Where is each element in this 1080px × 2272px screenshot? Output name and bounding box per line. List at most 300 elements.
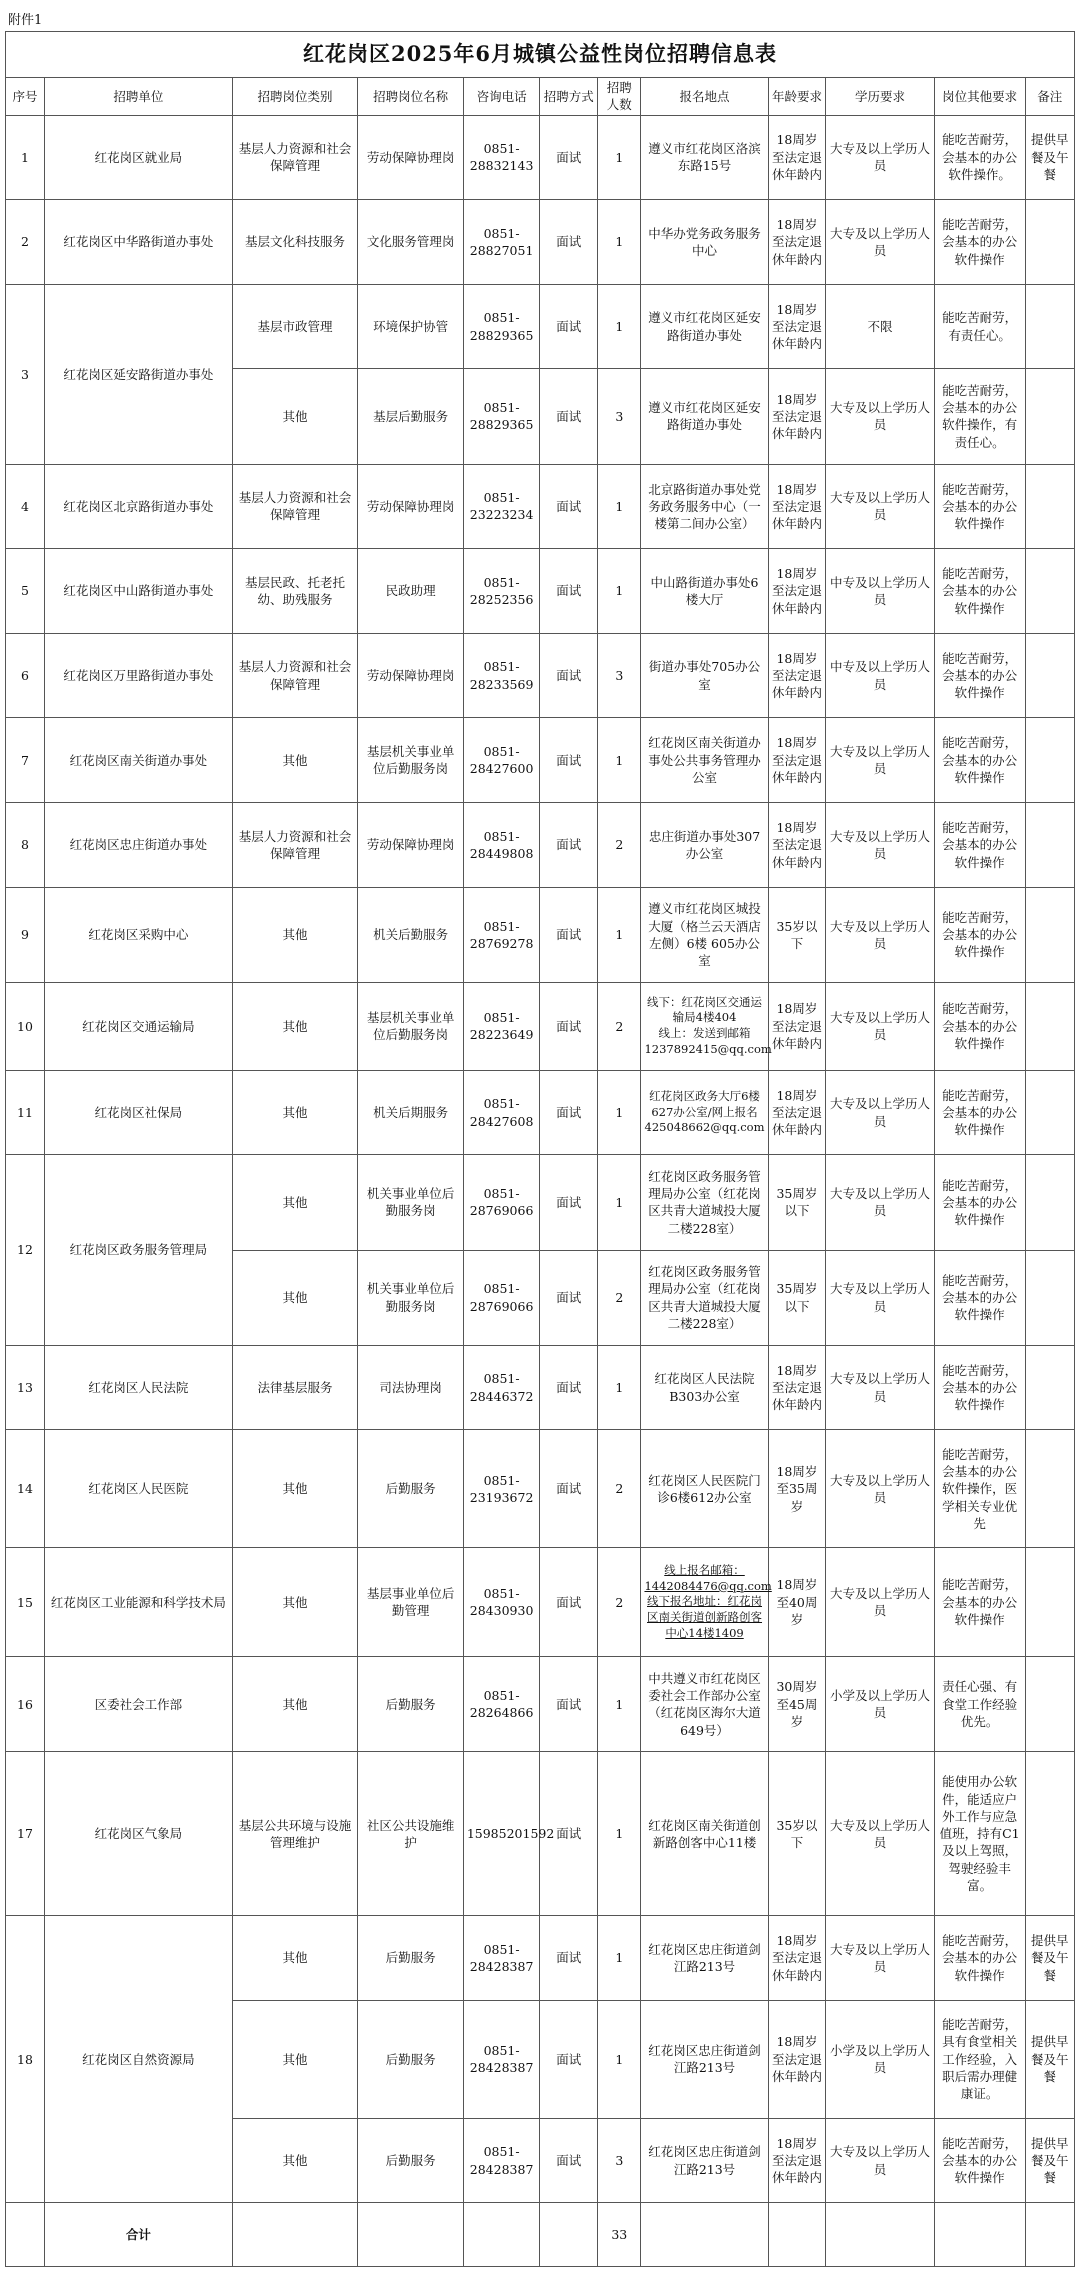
position-name-cell: 基层后勤服务	[358, 369, 463, 464]
other-requirements-cell: 责任心强、有食堂工作经验优先。	[934, 1657, 1025, 1752]
location-cell: 北京路街道办事处党务政务服务中心（一楼第二间办公室）	[641, 464, 768, 549]
headcount-cell: 1	[598, 1070, 641, 1155]
age-cell: 18周岁至法定退休年龄内	[768, 115, 826, 200]
age-cell: 35周岁以下	[768, 1250, 826, 1345]
serial-number-cell: 16	[6, 1657, 45, 1752]
location-cell: 红花岗区人民医院门诊6楼612办公室	[641, 1430, 768, 1548]
education-cell: 大专及以上学历人员	[826, 464, 934, 549]
other-requirements-cell: 能吃苦耐劳，会基本的办公软件操作，医学相关专业优先	[934, 1430, 1025, 1548]
position-name-cell: 劳动保障协理岗	[358, 115, 463, 200]
column-header: 年龄要求	[768, 78, 826, 116]
phone-cell: 0851-23193672	[463, 1430, 540, 1548]
phone-cell: 0851-28769278	[463, 887, 540, 982]
serial-number-cell: 13	[6, 1345, 45, 1430]
location-cell: 遵义市红花岗区洛滨东路15号	[641, 115, 768, 200]
education-cell: 小学及以上学历人员	[826, 1657, 934, 1752]
method-cell: 面试	[540, 1250, 598, 1345]
position-name-cell: 后勤服务	[358, 1657, 463, 1752]
age-cell: 18周岁至法定退休年龄内	[768, 982, 826, 1070]
location-cell: 线上报名邮箱：1442084476@qq.com线下报名地址：红花岗区南关街道创新路创客中心14楼1409	[641, 1548, 768, 1657]
serial-number-cell: 18	[6, 1916, 45, 2203]
other-requirements-cell: 能吃苦耐劳，会基本的办公软件操作	[934, 982, 1025, 1070]
education-cell: 大专及以上学历人员	[826, 1070, 934, 1155]
method-cell: 面试	[540, 115, 598, 200]
method-cell: 面试	[540, 1070, 598, 1155]
table-row	[6, 1155, 1075, 1250]
attachment-label: 附件1	[8, 13, 43, 28]
phone-cell: 0851-28427608	[463, 1070, 540, 1155]
phone-cell: 0851-28449808	[463, 803, 540, 888]
headcount-cell: 1	[598, 1916, 641, 2001]
other-requirements-cell: 能吃苦耐劳，会基本的办公软件操作	[934, 1548, 1025, 1657]
table-row	[6, 1657, 1075, 1752]
position-name-cell: 机关后勤服务	[358, 887, 463, 982]
location-cell: 红花岗区忠庄街道剑江路213号	[641, 2118, 768, 2203]
education-cell: 大专及以上学历人员	[826, 803, 934, 888]
total-empty-cell	[1025, 2203, 1074, 2267]
table-row	[6, 982, 1075, 1070]
education-cell: 大专及以上学历人员	[826, 887, 934, 982]
phone-cell: 0851-28428387	[463, 2118, 540, 2203]
phone-cell: 0851-28769066	[463, 1250, 540, 1345]
recruiting-unit-cell: 红花岗区中山路街道办事处	[44, 549, 232, 634]
category-cell: 其他	[232, 1430, 358, 1548]
headcount-cell: 3	[598, 2118, 641, 2203]
total-empty-cell	[934, 2203, 1025, 2267]
total-label-cell: 合计	[44, 2203, 232, 2267]
position-name-cell: 后勤服务	[358, 2118, 463, 2203]
serial-number-cell: 2	[6, 200, 45, 285]
table-row	[6, 1345, 1075, 1430]
category-cell: 其他	[232, 1916, 358, 2001]
serial-number-cell: 8	[6, 803, 45, 888]
page-title: 红花岗区2025年6月城镇公益性岗位招聘信息表	[6, 32, 1075, 78]
position-name-cell: 机关事业单位后勤服务岗	[358, 1155, 463, 1250]
other-requirements-cell: 能吃苦耐劳，会基本的办公软件操作，有责任心。	[934, 369, 1025, 464]
headcount-cell: 1	[598, 284, 641, 369]
remark-cell	[1025, 1250, 1074, 1345]
position-name-cell: 机关后期服务	[358, 1070, 463, 1155]
headcount-cell: 1	[598, 200, 641, 285]
phone-cell: 0851-28769066	[463, 1155, 540, 1250]
remark-cell	[1025, 982, 1074, 1070]
recruiting-unit-cell: 红花岗区南关街道办事处	[44, 718, 232, 803]
column-header: 招聘方式	[540, 78, 598, 116]
category-cell: 其他	[232, 982, 358, 1070]
table-row	[6, 1752, 1075, 1916]
other-requirements-cell: 能吃苦耐劳，会基本的办公软件操作	[934, 718, 1025, 803]
method-cell: 面试	[540, 633, 598, 718]
age-cell: 18周岁至法定退休年龄内	[768, 1916, 826, 2001]
other-requirements-cell: 能吃苦耐劳，会基本的办公软件操作	[934, 200, 1025, 285]
age-cell: 18周岁至法定退休年龄内	[768, 284, 826, 369]
method-cell: 面试	[540, 1345, 598, 1430]
remark-cell	[1025, 1430, 1074, 1548]
method-cell: 面试	[540, 200, 598, 285]
column-header: 岗位其他要求	[934, 78, 1025, 116]
table-row	[6, 464, 1075, 549]
position-name-cell: 劳动保障协理岗	[358, 464, 463, 549]
recruiting-unit-cell: 红花岗区交通运输局	[44, 982, 232, 1070]
remark-cell	[1025, 1070, 1074, 1155]
method-cell: 面试	[540, 982, 598, 1070]
column-header: 学历要求	[826, 78, 934, 116]
education-cell: 大专及以上学历人员	[826, 1430, 934, 1548]
recruiting-unit-cell: 红花岗区气象局	[44, 1752, 232, 1916]
total-empty-cell	[232, 2203, 358, 2267]
remark-cell: 提供早餐及午餐	[1025, 2000, 1074, 2118]
age-cell: 18周岁至法定退休年龄内	[768, 2118, 826, 2203]
serial-number-cell: 10	[6, 982, 45, 1070]
headcount-cell: 2	[598, 1548, 641, 1657]
method-cell: 面试	[540, 1657, 598, 1752]
phone-cell: 0851-28427600	[463, 718, 540, 803]
header-row	[6, 78, 1075, 116]
category-cell: 基层人力资源和社会保障管理	[232, 464, 358, 549]
total-empty-cell	[6, 2203, 45, 2267]
remark-cell: 提供早餐及午餐	[1025, 2118, 1074, 2203]
remark-cell	[1025, 887, 1074, 982]
education-cell: 大专及以上学历人员	[826, 1345, 934, 1430]
education-cell: 中专及以上学历人员	[826, 549, 934, 634]
age-cell: 18周岁至法定退休年龄内	[768, 369, 826, 464]
education-cell: 大专及以上学历人员	[826, 1155, 934, 1250]
headcount-cell: 1	[598, 718, 641, 803]
education-cell: 大专及以上学历人员	[826, 1916, 934, 2001]
age-cell: 18周岁至法定退休年龄内	[768, 200, 826, 285]
table-row	[6, 284, 1075, 369]
remark-cell	[1025, 803, 1074, 888]
education-cell: 小学及以上学历人员	[826, 2000, 934, 2118]
remark-cell	[1025, 1752, 1074, 1916]
headcount-cell: 1	[598, 464, 641, 549]
position-name-cell: 民政助理	[358, 549, 463, 634]
location-cell: 中共遵义市红花岗区委社会工作部办公室（红花岗区海尔大道649号）	[641, 1657, 768, 1752]
position-name-cell: 机关事业单位后勤服务岗	[358, 1250, 463, 1345]
position-name-cell: 基层机关事业单位后勤服务岗	[358, 982, 463, 1070]
recruiting-unit-cell: 红花岗区延安路街道办事处	[44, 284, 232, 464]
total-empty-cell	[768, 2203, 826, 2267]
position-name-cell: 文化服务管理岗	[358, 200, 463, 285]
remark-cell	[1025, 284, 1074, 369]
category-cell: 其他	[232, 1155, 358, 1250]
age-cell: 18周岁至法定退休年龄内	[768, 718, 826, 803]
other-requirements-cell: 能吃苦耐劳，会基本的办公软件操作	[934, 2118, 1025, 2203]
phone-cell: 0851-28446372	[463, 1345, 540, 1430]
serial-number-cell: 4	[6, 464, 45, 549]
column-header: 备注	[1025, 78, 1074, 116]
category-cell: 基层人力资源和社会保障管理	[232, 115, 358, 200]
recruiting-unit-cell: 红花岗区万里路街道办事处	[44, 633, 232, 718]
headcount-cell: 3	[598, 369, 641, 464]
education-cell: 大专及以上学历人员	[826, 200, 934, 285]
other-requirements-cell: 能使用办公软件，能适应户外工作与应急值班，持有C1及以上驾照，驾驶经验丰富。	[934, 1752, 1025, 1916]
method-cell: 面试	[540, 803, 598, 888]
method-cell: 面试	[540, 1155, 598, 1250]
phone-cell: 0851-28223649	[463, 982, 540, 1070]
serial-number-cell: 3	[6, 284, 45, 464]
location-cell: 忠庄街道办事处307办公室	[641, 803, 768, 888]
headcount-cell: 1	[598, 887, 641, 982]
total-row	[6, 2203, 1075, 2267]
method-cell: 面试	[540, 718, 598, 803]
education-cell: 大专及以上学历人员	[826, 1752, 934, 1916]
phone-cell: 0851-28827051	[463, 200, 540, 285]
location-cell: 红花岗区忠庄街道剑江路213号	[641, 2000, 768, 2118]
other-requirements-cell: 能吃苦耐劳，会基本的办公软件操作	[934, 464, 1025, 549]
method-cell: 面试	[540, 2118, 598, 2203]
location-cell: 遵义市红花岗区城投大厦（格兰云天酒店左侧）6楼 605办公室	[641, 887, 768, 982]
position-name-cell: 社区公共设施维护	[358, 1752, 463, 1916]
location-cell: 红花岗区忠庄街道剑江路213号	[641, 1916, 768, 2001]
column-header: 招聘岗位类别	[232, 78, 358, 116]
position-name-cell: 司法协理岗	[358, 1345, 463, 1430]
remark-cell	[1025, 200, 1074, 285]
location-cell: 中山路街道办事处6楼大厅	[641, 549, 768, 634]
phone-cell: 0851-28264866	[463, 1657, 540, 1752]
table-row	[6, 549, 1075, 634]
column-header: 序号	[6, 78, 45, 116]
location-cell: 红花岗区南关街道办事处公共事务管理办公室	[641, 718, 768, 803]
table-row	[6, 887, 1075, 982]
location-cell: 红花岗区政务服务管理局办公室（红花岗区共青大道城投大厦二楼228室）	[641, 1155, 768, 1250]
method-cell: 面试	[540, 2000, 598, 2118]
headcount-cell: 1	[598, 2000, 641, 2118]
serial-number-cell: 5	[6, 549, 45, 634]
headcount-cell: 2	[598, 803, 641, 888]
headcount-cell: 1	[598, 549, 641, 634]
other-requirements-cell: 能吃苦耐劳，会基本的办公软件操作	[934, 549, 1025, 634]
other-requirements-cell: 能吃苦耐劳，会基本的办公软件操作	[934, 1070, 1025, 1155]
phone-cell: 0851-28430930	[463, 1548, 540, 1657]
recruiting-unit-cell: 红花岗区人民医院	[44, 1430, 232, 1548]
remark-cell	[1025, 549, 1074, 634]
table-row	[6, 1430, 1075, 1548]
remark-cell	[1025, 1155, 1074, 1250]
category-cell: 基层市政管理	[232, 284, 358, 369]
phone-cell: 0851-28829365	[463, 369, 540, 464]
age-cell: 18周岁至法定退休年龄内	[768, 2000, 826, 2118]
category-cell: 基层民政、托老托幼、助残服务	[232, 549, 358, 634]
position-name-cell: 环境保护协管	[358, 284, 463, 369]
phone-cell: 15985201592	[463, 1752, 540, 1916]
category-cell: 法律基层服务	[232, 1345, 358, 1430]
other-requirements-cell: 能吃苦耐劳，会基本的办公软件操作	[934, 1345, 1025, 1430]
headcount-cell: 1	[598, 115, 641, 200]
location-cell: 红花岗区政务服务管理局办公室（红花岗区共青大道城投大厦二楼228室）	[641, 1250, 768, 1345]
table-row	[6, 1070, 1075, 1155]
recruiting-unit-cell: 红花岗区就业局	[44, 115, 232, 200]
table-row	[6, 718, 1075, 803]
location-cell: 红花岗区人民法院B303办公室	[641, 1345, 768, 1430]
category-cell: 基层文化科技服务	[232, 200, 358, 285]
headcount-cell: 1	[598, 1345, 641, 1430]
serial-number-cell: 15	[6, 1548, 45, 1657]
recruitment-table	[5, 31, 1075, 2267]
location-cell: 红花岗区南关街道创新路创客中心11楼	[641, 1752, 768, 1916]
remark-cell: 提供早餐及午餐	[1025, 1916, 1074, 2001]
phone-cell: 0851-28428387	[463, 1916, 540, 2001]
phone-cell: 0851-28233569	[463, 633, 540, 718]
education-cell: 大专及以上学历人员	[826, 718, 934, 803]
headcount-cell: 3	[598, 633, 641, 718]
category-cell: 基层公共环境与设施管理维护	[232, 1752, 358, 1916]
age-cell: 18周岁至法定退休年龄内	[768, 1345, 826, 1430]
education-cell: 大专及以上学历人员	[826, 115, 934, 200]
table-row	[6, 803, 1075, 888]
method-cell: 面试	[540, 549, 598, 634]
recruiting-unit-cell: 红花岗区人民法院	[44, 1345, 232, 1430]
serial-number-cell: 11	[6, 1070, 45, 1155]
category-cell: 其他	[232, 718, 358, 803]
remark-cell	[1025, 1548, 1074, 1657]
education-cell: 中专及以上学历人员	[826, 633, 934, 718]
remark-cell: 提供早餐及午餐	[1025, 115, 1074, 200]
category-cell: 其他	[232, 2118, 358, 2203]
serial-number-cell: 12	[6, 1155, 45, 1345]
location-cell: 红花岗区政务大厅6楼627办公室/网上报名425048662@qq.com	[641, 1070, 768, 1155]
column-header: 招聘人数	[598, 78, 641, 116]
remark-cell	[1025, 718, 1074, 803]
age-cell: 18周岁至法定退休年龄内	[768, 803, 826, 888]
method-cell: 面试	[540, 1916, 598, 2001]
remark-cell	[1025, 1345, 1074, 1430]
column-header: 咨询电话	[463, 78, 540, 116]
table-row	[6, 1916, 1075, 2001]
table-row	[6, 115, 1075, 200]
column-header: 招聘单位	[44, 78, 232, 116]
position-name-cell: 后勤服务	[358, 2000, 463, 2118]
other-requirements-cell: 能吃苦耐劳，会基本的办公软件操作	[934, 887, 1025, 982]
headcount-cell: 1	[598, 1752, 641, 1916]
age-cell: 18周岁至法定退休年龄内	[768, 1070, 826, 1155]
method-cell: 面试	[540, 1430, 598, 1548]
category-cell: 其他	[232, 369, 358, 464]
category-cell: 其他	[232, 887, 358, 982]
category-cell: 其他	[232, 1657, 358, 1752]
age-cell: 30周岁至45周岁	[768, 1657, 826, 1752]
position-name-cell: 基层事业单位后勤管理	[358, 1548, 463, 1657]
phone-cell: 0851-28829365	[463, 284, 540, 369]
education-cell: 大专及以上学历人员	[826, 1250, 934, 1345]
recruiting-unit-cell: 区委社会工作部	[44, 1657, 232, 1752]
table-body	[6, 115, 1075, 2267]
recruiting-unit-cell: 红花岗区中华路街道办事处	[44, 200, 232, 285]
total-count-cell: 33	[598, 2203, 641, 2267]
serial-number-cell: 6	[6, 633, 45, 718]
education-cell: 大专及以上学历人员	[826, 369, 934, 464]
education-cell: 大专及以上学历人员	[826, 982, 934, 1070]
headcount-cell: 1	[598, 1657, 641, 1752]
headcount-cell: 2	[598, 1430, 641, 1548]
other-requirements-cell: 能吃苦耐劳，会基本的办公软件操作	[934, 1916, 1025, 2001]
remark-cell	[1025, 369, 1074, 464]
category-cell: 基层人力资源和社会保障管理	[232, 803, 358, 888]
category-cell: 其他	[232, 1548, 358, 1657]
education-cell: 大专及以上学历人员	[826, 1548, 934, 1657]
location-cell: 遵义市红花岗区延安路街道办事处	[641, 369, 768, 464]
recruiting-unit-cell: 红花岗区政务服务管理局	[44, 1155, 232, 1345]
location-cell: 街道办事处705办公室	[641, 633, 768, 718]
table-row	[6, 1548, 1075, 1657]
location-cell: 中华办党务政务服务中心	[641, 200, 768, 285]
age-cell: 35岁以下	[768, 887, 826, 982]
serial-number-cell: 7	[6, 718, 45, 803]
other-requirements-cell: 能吃苦耐劳，会基本的办公软件操作	[934, 1250, 1025, 1345]
location-cell: 线下：红花岗区交通运输局4楼404 线上：发送到邮箱1237892415@qq.com	[641, 982, 768, 1070]
education-cell: 不限	[826, 284, 934, 369]
recruiting-unit-cell: 红花岗区忠庄街道办事处	[44, 803, 232, 888]
serial-number-cell: 14	[6, 1430, 45, 1548]
category-cell: 其他	[232, 1070, 358, 1155]
age-cell: 18周岁至40周岁	[768, 1548, 826, 1657]
category-cell: 其他	[232, 1250, 358, 1345]
method-cell: 面试	[540, 369, 598, 464]
recruiting-unit-cell: 红花岗区自然资源局	[44, 1916, 232, 2203]
recruiting-unit-cell: 红花岗区采购中心	[44, 887, 232, 982]
phone-cell: 0851-28832143	[463, 115, 540, 200]
method-cell: 面试	[540, 284, 598, 369]
position-name-cell: 劳动保障协理岗	[358, 633, 463, 718]
phone-cell: 0851-28428387	[463, 2000, 540, 2118]
method-cell: 面试	[540, 887, 598, 982]
remark-cell	[1025, 633, 1074, 718]
education-cell: 大专及以上学历人员	[826, 2118, 934, 2203]
position-name-cell: 劳动保障协理岗	[358, 803, 463, 888]
total-empty-cell	[826, 2203, 934, 2267]
other-requirements-cell: 能吃苦耐劳，有责任心。	[934, 284, 1025, 369]
other-requirements-cell: 能吃苦耐劳，具有食堂相关工作经验，入职后需办理健康证。	[934, 2000, 1025, 2118]
column-header: 招聘岗位名称	[358, 78, 463, 116]
category-cell: 基层人力资源和社会保障管理	[232, 633, 358, 718]
age-cell: 18周岁至法定退休年龄内	[768, 464, 826, 549]
serial-number-cell: 9	[6, 887, 45, 982]
serial-number-cell: 1	[6, 115, 45, 200]
phone-cell: 0851-28252356	[463, 549, 540, 634]
column-header: 报名地点	[641, 78, 768, 116]
other-requirements-cell: 能吃苦耐劳，会基本的办公软件操作	[934, 633, 1025, 718]
total-empty-cell	[358, 2203, 463, 2267]
recruiting-unit-cell: 红花岗区北京路街道办事处	[44, 464, 232, 549]
age-cell: 18周岁至35周岁	[768, 1430, 826, 1548]
total-empty-cell	[540, 2203, 598, 2267]
headcount-cell: 2	[598, 1250, 641, 1345]
other-requirements-cell: 能吃苦耐劳，会基本的办公软件操作	[934, 1155, 1025, 1250]
method-cell: 面试	[540, 464, 598, 549]
method-cell: 面试	[540, 1548, 598, 1657]
age-cell: 18周岁至法定退休年龄内	[768, 633, 826, 718]
age-cell: 18周岁至法定退休年龄内	[768, 549, 826, 634]
table-row	[6, 200, 1075, 285]
remark-cell	[1025, 1657, 1074, 1752]
other-requirements-cell: 能吃苦耐劳，会基本的办公软件操作	[934, 803, 1025, 888]
location-cell: 遵义市红花岗区延安路街道办事处	[641, 284, 768, 369]
category-cell: 其他	[232, 2000, 358, 2118]
phone-cell: 0851-23223234	[463, 464, 540, 549]
total-empty-cell	[463, 2203, 540, 2267]
recruiting-unit-cell: 红花岗区工业能源和科学技术局	[44, 1548, 232, 1657]
remark-cell	[1025, 464, 1074, 549]
method-cell: 面试	[540, 1752, 598, 1916]
other-requirements-cell: 能吃苦耐劳，会基本的办公软件操作。	[934, 115, 1025, 200]
position-name-cell: 后勤服务	[358, 1916, 463, 2001]
total-empty-cell	[641, 2203, 768, 2267]
position-name-cell: 后勤服务	[358, 1430, 463, 1548]
age-cell: 35岁以下	[768, 1752, 826, 1916]
table-row	[6, 633, 1075, 718]
serial-number-cell: 17	[6, 1752, 45, 1916]
age-cell: 35周岁以下	[768, 1155, 826, 1250]
